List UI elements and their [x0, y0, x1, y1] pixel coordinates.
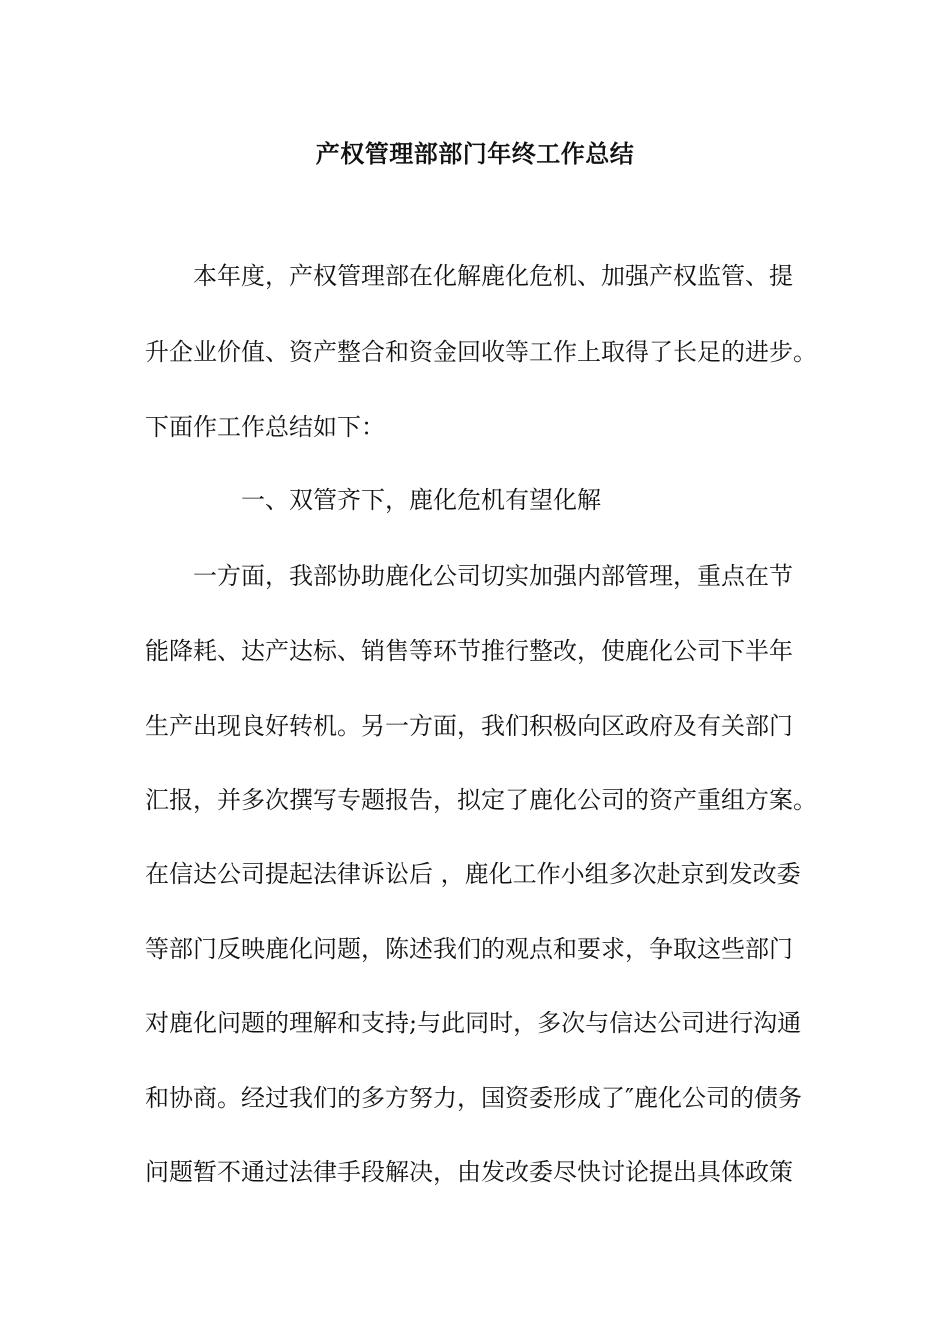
paragraph-line: 能降耗、达产达标、销售等环节推行整改，使鹿化公司下半年: [145, 637, 793, 665]
document-title: 产权管理部部门年终工作总结: [315, 139, 635, 168]
paragraph-line: 汇报，并多次撰写专题报告，拟定了鹿化公司的资产重组方案。: [145, 786, 817, 814]
paragraph-line: 在信达公司提起法律诉讼后 ，鹿化工作小组多次赴京到发改委: [145, 860, 801, 888]
section-heading: 一、双管齐下，鹿化危机有望化解: [241, 486, 601, 514]
paragraph-line: 一方面，我部协助鹿化公司切实加强内部管理，重点在节: [193, 562, 793, 590]
paragraph-line: 升企业价值、资产整合和资金回收等工作上取得了长足的进步。: [145, 338, 817, 366]
paragraph-line: 下面作工作总结如下：: [145, 413, 385, 441]
paragraph-line: 生产出现良好转机。另一方面，我们积极向区政府及有关部门: [145, 712, 793, 740]
paragraph-line: 对鹿化问题的理解和支持;与此同时，多次与信达公司进行沟通: [145, 1009, 802, 1037]
paragraph-line: 等部门反映鹿化问题，陈述我们的观点和要求，争取这些部门: [145, 935, 793, 963]
paragraph-line: 本年度，产权管理部在化解鹿化危机、加强产权监管、提: [193, 262, 793, 290]
paragraph-line: 和协商。经过我们的多方努力，国资委形成了″鹿化公司的债务: [145, 1084, 802, 1112]
paragraph-line: 问题暂不通过法律手段解决，由发改委尽快讨论提出具体政策: [145, 1158, 793, 1186]
